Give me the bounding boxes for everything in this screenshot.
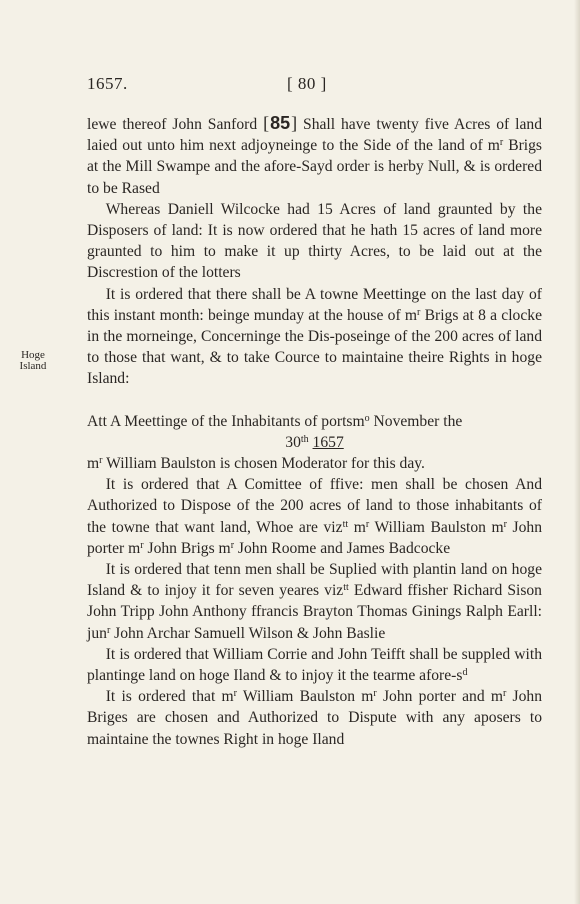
- p8-text-b: William Baulston m: [237, 688, 374, 706]
- p5-text-c: William Baulston m: [369, 518, 504, 536]
- paragraph-1: [87, 113, 542, 199]
- body-text: [87, 113, 542, 750]
- p6-sup1: tt: [343, 582, 349, 594]
- meeting-date-sup: th: [300, 433, 309, 445]
- paragraph-3: [87, 284, 542, 390]
- p5-sup3: r: [503, 518, 507, 530]
- p5-text-d: John porter m: [87, 518, 543, 557]
- p1-text-c: Brigs at the Mill Swampe and the afore-Sayd order is herby Null, & is ordered to be Rased: [87, 137, 542, 197]
- p7-sup: d: [462, 667, 468, 679]
- paragraph-6: [87, 559, 542, 644]
- p8-sup3: r: [502, 688, 507, 700]
- p6-text-c: John Archar Samuell Wilson & John Baslie: [110, 624, 386, 642]
- p5-sup2: r: [365, 518, 370, 530]
- p6-text-b: Edward ffisher Richard Sison John Tripp John Anthony ffrancis Brayton Thomas Ginings Ralph Earll: jun: [87, 582, 542, 642]
- p3-text-b: Brigs at 8 a clocke in the morneinge, Concerninge the Dis-poseinge of the 200 acres of land to those that want, & to take Cource to maintaine theire Rights in hoge Island:: [87, 306, 542, 388]
- p8-sup1: r: [233, 688, 237, 700]
- page-bracket-open: [: [287, 74, 294, 93]
- margin-note-line2: Island: [19, 360, 47, 372]
- marker-bracket-open: [: [263, 113, 270, 133]
- p6-sup2: r: [106, 624, 111, 636]
- meeting-title-a: Att A Meettinge of the Inhabitants of portsm: [87, 412, 365, 430]
- running-header: [87, 74, 542, 98]
- p1-text-a: lewe thereof John Sanford: [87, 116, 264, 133]
- p5-sup1: tt: [342, 518, 349, 530]
- paragraph-5: [87, 474, 542, 559]
- p5-text-e: John Brigs m: [143, 539, 231, 557]
- p8-text-c: John porter and m: [376, 688, 503, 706]
- p4-rest: William Baulston is chosen Moderator for this day.: [102, 455, 425, 473]
- p3-sup: r: [417, 306, 421, 318]
- paragraph-2: Whereas Daniell Wilcocke had 15 Acres of land graunted by the Disposers of land: It is now ordered that he hath 15 acres of land more graunted to him to make it up thirty Acres, to be laid out at the Discrestion of the lotters: [87, 200, 542, 282]
- paragraph-7: [87, 644, 542, 686]
- paragraph-8: [87, 686, 542, 750]
- p4-sup: r: [99, 455, 103, 467]
- page-number-value: 80: [297, 74, 316, 93]
- p5-text-a: It is ordered that A Comittee of ffive: men shall be chosen And Authorized to Dispose of the 200 acres of land to those inhabitants of the towne that want land, Whoe are viz: [87, 476, 542, 536]
- original-page-marker: 85: [270, 113, 291, 133]
- meeting-title-b: November the: [369, 412, 463, 430]
- meeting-date-year: 1657: [312, 433, 344, 451]
- p5-text-b: m: [348, 518, 366, 536]
- header-year: 1657.: [87, 74, 128, 93]
- p6-text-a: It is ordered that tenn men shall be Suplied with plantin land on hoge Island & to injoy it for seven yeares viz: [87, 561, 542, 600]
- p8-sup2: r: [373, 688, 377, 700]
- meeting-date-day: 30: [285, 433, 301, 451]
- p1-sup: r: [499, 137, 504, 149]
- marker-bracket-close: ]: [291, 113, 298, 133]
- p5-sup4: r: [140, 539, 144, 551]
- p1-text-b: Shall have twenty five Acres of land laied out unto him next adjoyneinge to the Side of the land of m: [87, 116, 543, 155]
- p5-sup5: r: [230, 539, 235, 551]
- page-number: [287, 74, 327, 94]
- p4-m: m: [87, 455, 100, 473]
- meeting-title-sup: o: [364, 412, 370, 424]
- p8-text-a: It is ordered that m: [105, 688, 234, 706]
- p8-text-d: John Briges are chosen and Authorized to Dispute with any aposers to maintaine the townes Right in hoge Iland: [87, 688, 543, 748]
- page-bracket-close: ]: [320, 74, 327, 93]
- p7-text-a: It is ordered that William Corrie and John Teifft shall be suppled with plantinge land on hoge Iland & to injoy it the tearme afore-s: [87, 645, 542, 685]
- p5-text-f: John Roome and James Badcocke: [234, 539, 451, 557]
- meeting-date: [87, 432, 542, 453]
- paragraph-4: [87, 453, 542, 474]
- p3-text-a: It is ordered that there shall be A towne Meettinge on the last day of this instant month: beinge munday at the house of m: [87, 285, 542, 324]
- margin-note-line1: Hoge: [21, 349, 45, 361]
- meeting-heading: [87, 411, 542, 432]
- page-edge-shadow: [574, 0, 580, 904]
- margin-note-hoge-island: [14, 350, 52, 372]
